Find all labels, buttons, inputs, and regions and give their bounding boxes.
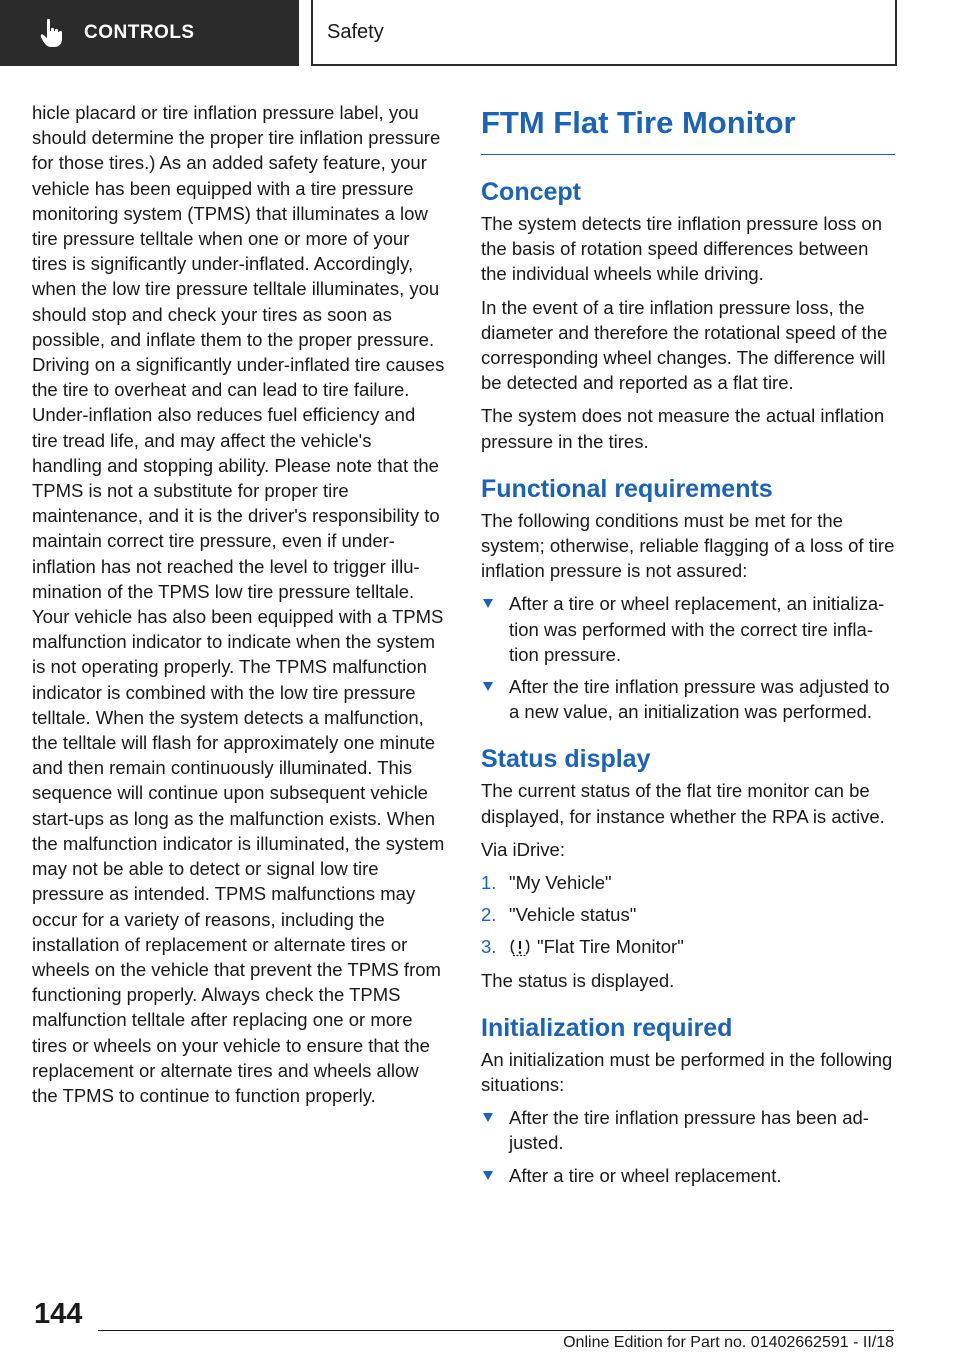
chapter-label: CONTROLS <box>84 22 195 43</box>
list-item: After a tire or wheel replacement. <box>481 1163 895 1188</box>
list-item: After a tire or wheel replacement, an initialization was performed with the correct tire inflation pressure. <box>481 591 895 667</box>
initialization-list <box>481 1105 895 1188</box>
tire-warning-icon <box>509 938 531 956</box>
bullet-triangle-icon <box>483 682 493 691</box>
concept-heading: Concept <box>481 178 581 206</box>
initialization-intro: An initialization must be performed in the following situations: <box>481 1048 893 1096</box>
chapter-tab <box>0 0 299 66</box>
status-paragraph-3: The status is displayed. <box>481 969 675 991</box>
page-number: 144 <box>34 1298 83 1330</box>
left-column <box>32 100 446 1108</box>
bullet-triangle-icon <box>483 1113 493 1122</box>
bullet-triangle-icon <box>483 1171 493 1180</box>
right-column <box>481 100 895 1196</box>
concept-paragraph-1: The system detects tire inflation pressure loss on the basis of rotation speed differences between the individual wheels while driving. <box>481 213 883 285</box>
status-paragraph-2: Via iDrive: <box>481 838 565 860</box>
step-item: 2. "Vehicle status" <box>481 904 637 926</box>
step-item: 1. "My Vehicle" <box>481 872 612 894</box>
list-item: After the tire inflation pressure was adjusted to a new value, an initialization was performed. <box>481 674 895 724</box>
section-label: Safety <box>327 20 384 43</box>
edition-note: Online Edition for Part no. 01402662591 - II/18 <box>563 1334 894 1351</box>
idrive-steps <box>481 870 895 960</box>
list-item: After the tire inflation pressure has been adjusted. <box>481 1105 895 1155</box>
status-display-heading: Status display <box>481 745 651 774</box>
footer-divider <box>98 1330 894 1331</box>
functional-list <box>481 591 895 724</box>
tpms-body-text: hicle placard or tire inflation pressure label, you should determine the proper tire inflation pressure for those tires.) As an added safety feature, your vehicle has been equipped with a tire pressure monitoring system (TPMS) that illuminates a low tire pressure telltale when one or more of your tires is significantly under-inflated. Accordingly, when the low tire pressure telltale illuminates, you should stop and check your tires as soon as possible, and inflate them to the proper pressure. Driving on a significantly under-inflated tire causes the tire to overheat and can lead to tire failure. Under-inflation also reduces fuel efficiency and tire tread life, and may affect the vehicle's handling and stopping ability. Please note that the TPMS is not a substitute for proper tire maintenance, and it is the driver's responsibility to maintain correct tire pressure, even if under-inflation has not reached the level to trigger illumination of the TPMS low tire pressure telltale. Your vehicle has also been equipped with a TPMS malfunction indicator to indicate when the system is not operating properly. The TPMS malfunction indicator is combined with the low tire pressure telltale. When the system detects a malfunction, the telltale will flash for approximately one minute and then remain continuously illuminated. This sequence will continue upon subsequent vehicle start-ups as long as the malfunction exists. When the malfunction indicator is illuminated, the system may not be able to detect or signal low tire pressure as intended. TPMS malfunctions may occur for a variety of reasons, including the installation of replacement or alternate tires or wheels on the vehicle that prevent the TPMS from functioning properly. Always check the TPMS malfunction telltale after replacing one or more tires or wheels on your vehicle to ensure that the replacement or alternate tires and wheels allow the TPMS to continue to function properly. <box>32 102 445 1106</box>
step-item: 3. "Flat Tire Monitor" <box>481 936 684 958</box>
initialization-heading: Initialization required <box>481 1013 733 1042</box>
concept-paragraph-2: In the event of a tire inflation pressure loss, the diameter and therefore the rotational speed of the corresponding wheel changes. The difference will be detected and reported as a flat tire. <box>481 296 888 394</box>
section-header <box>311 0 897 66</box>
functional-requirements-heading: Functional requirements <box>481 474 773 503</box>
hand-pointer-icon <box>40 18 66 48</box>
status-paragraph-1: The current status of the flat tire monitor can be displayed, for instance whether the RPA is active. <box>481 780 885 827</box>
bullet-triangle-icon <box>483 599 493 608</box>
concept-paragraph-3: The system does not measure the actual inflation pressure in the tires. <box>481 405 885 452</box>
functional-intro: The following conditions must be met for the system; otherwise, reliable flagging of a loss of tire inflation pressure is not assured: <box>481 509 895 582</box>
page-title: FTM Flat Tire Monitor <box>481 100 895 155</box>
